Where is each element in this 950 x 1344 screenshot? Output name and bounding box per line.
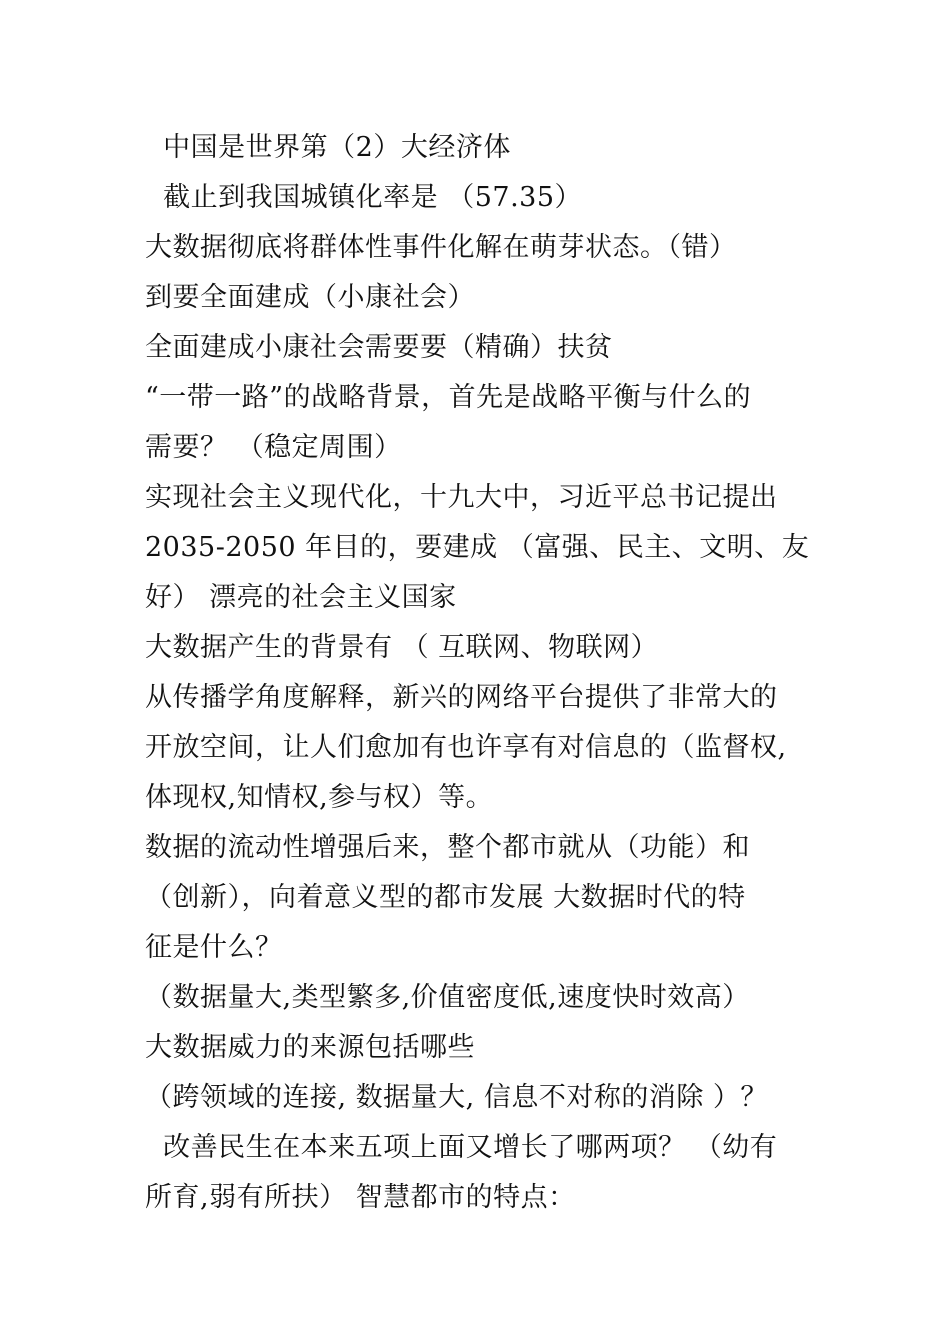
text-line: 开放空间，让人们愈加有也许享有对信息的（监督权, [145, 732, 787, 763]
text-line: 数据的流动性增强后来，整个都市就从（功能）和 [145, 832, 750, 863]
text-line: （创新），向着意义型的都市发展 大数据时代的特 [145, 882, 746, 913]
text-line: “一带一路”的战略背景，首先是战略平衡与什么的 [145, 382, 752, 413]
text-line: 征是什么？ [145, 932, 283, 963]
text-line: 实现社会主义现代化，十九大中，习近平总书记提出 [145, 482, 778, 513]
text-line: 全面建成小康社会需要要（精确）扶贫 [145, 332, 613, 363]
text-line: 2035-2050 年目的，要建成 （富强、民主、文明、友 [145, 532, 810, 563]
text-line: 截止到我国城镇化率是 （57.35） [145, 182, 583, 213]
text-line: 好） 漂亮的社会主义国家 [145, 582, 457, 613]
text-line: 体现权,知情权,参与权）等。 [145, 782, 494, 813]
text-line: 需要？ （稳定周围） [145, 432, 402, 463]
text-line: 从传播学角度解释，新兴的网络平台提供了非常大的 [145, 682, 778, 713]
text-line: （跨领域的连接, 数据量大, 信息不对称的消除 ）？ [145, 1082, 768, 1113]
text-line: （数据量大,类型繁多,价值密度低,速度快时效高） [145, 982, 750, 1013]
text-line: 大数据威力的来源包括哪些 [145, 1032, 475, 1063]
text-line: 大数据彻底将群体性事件化解在萌芽状态。（错） [145, 232, 737, 263]
text-line: 所育,弱有所扶） 智慧都市的特点： [145, 1182, 576, 1213]
text-line: 改善民生在本来五项上面又增长了哪两项？ （幼有 [145, 1132, 778, 1163]
text-line: 大数据产生的背景有 （ 互联网、物联网） [145, 632, 659, 663]
text-line: 中国是世界第（2）大经济体 [145, 132, 511, 163]
text-line: 到要全面建成（小康社会） [145, 282, 475, 313]
